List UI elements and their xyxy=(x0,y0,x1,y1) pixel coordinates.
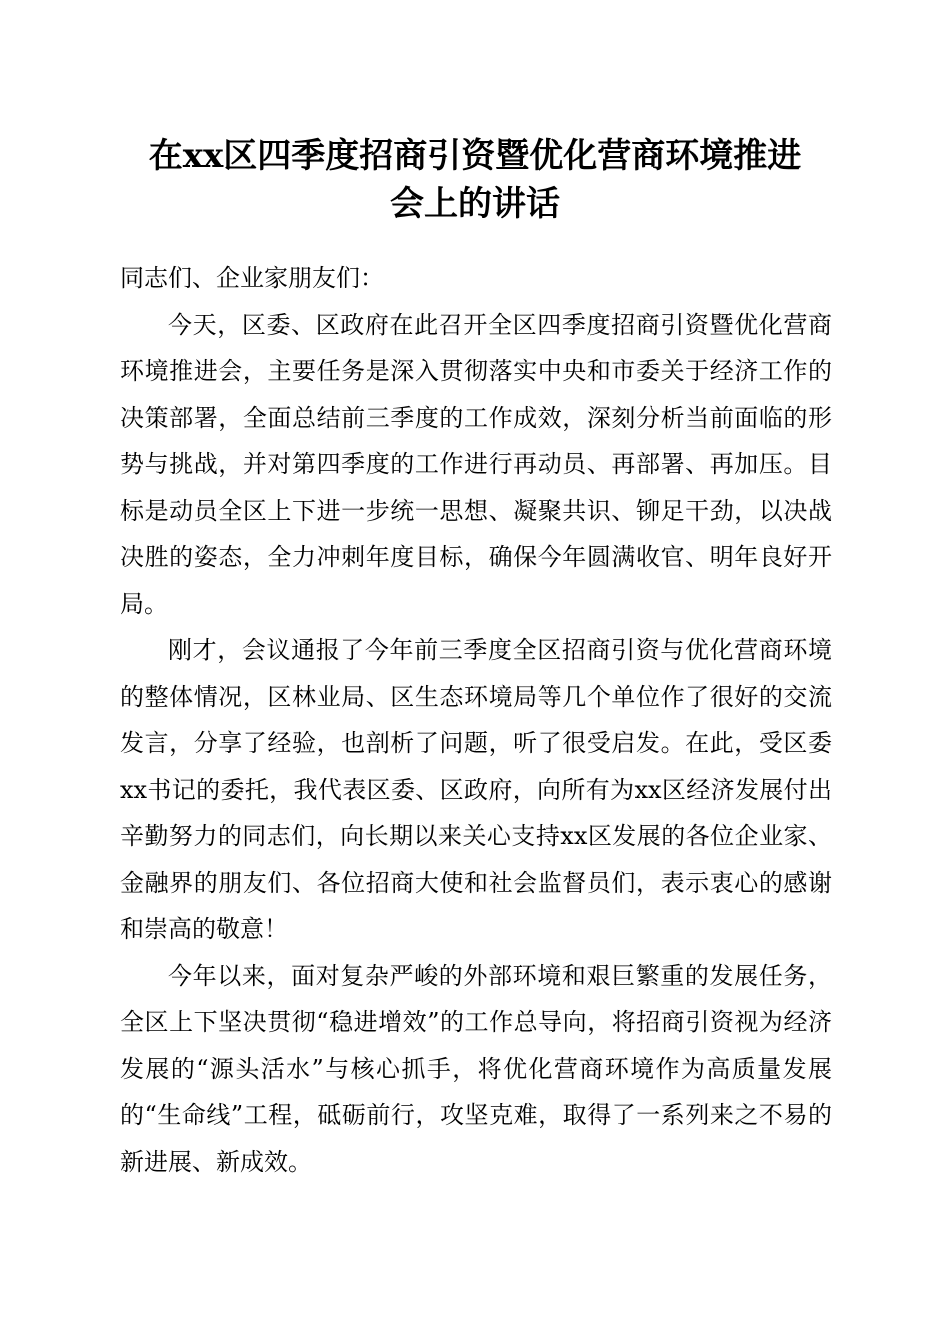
document-body xyxy=(120,255,832,1185)
title-line-1: 在xx区四季度招商引资暨优化营商环境推进 xyxy=(148,136,802,176)
paragraph-progress: 今年以来，面对复杂严峻的外部环境和艰巨繁重的发展任务，全区上下坚决贯彻“稳进增效”的工作总导向，将招商引资视为经济发展的“源头活水”与核心抓手，将优化营商环境作为高质量发展的“生命线”工程，砥砺前行，攻坚克难，取得了一系列来之不易的新进展、新成效。 xyxy=(120,961,832,1176)
paragraph-opening: 今天，区委、区政府在此召开全区四季度招商引资暨优化营商环境推进会，主要任务是深入贯彻落实中央和市委关于经济工作的决策部署，全面总结前三季度的工作成效，深刻分析当前面临的形势与挑战，并对第四季度的工作进行再动员、再部署、再加压。目标是动员全区上下进一步统一思想、凝聚共识、铆足干劲，以决战决胜的姿态，全力冲刺年度目标，确保今年圆满收官、明年良好开局。 xyxy=(120,310,832,618)
document-title xyxy=(110,132,840,228)
paragraph-thanks: 刚才，会议通报了今年前三季度全区招商引资与优化营商环境的整体情况，区林业局、区生态环境局等几个单位作了很好的交流发言，分享了经验，也剖析了问题，听了很受启发。在此，受区委xx书记的委托，我代表区委、区政府，向所有为xx区经济发展付出辛勤努力的同志们，向长期以来关心支持xx区发展的各位企业家、金融界的朋友们、各位招商大使和社会监督员们，表示衷心的感谢和崇高的敬意！ xyxy=(120,636,832,943)
greeting-line: 同志们、企业家朋友们： xyxy=(120,264,384,292)
title-line-2: 会上的讲话 xyxy=(390,184,560,224)
